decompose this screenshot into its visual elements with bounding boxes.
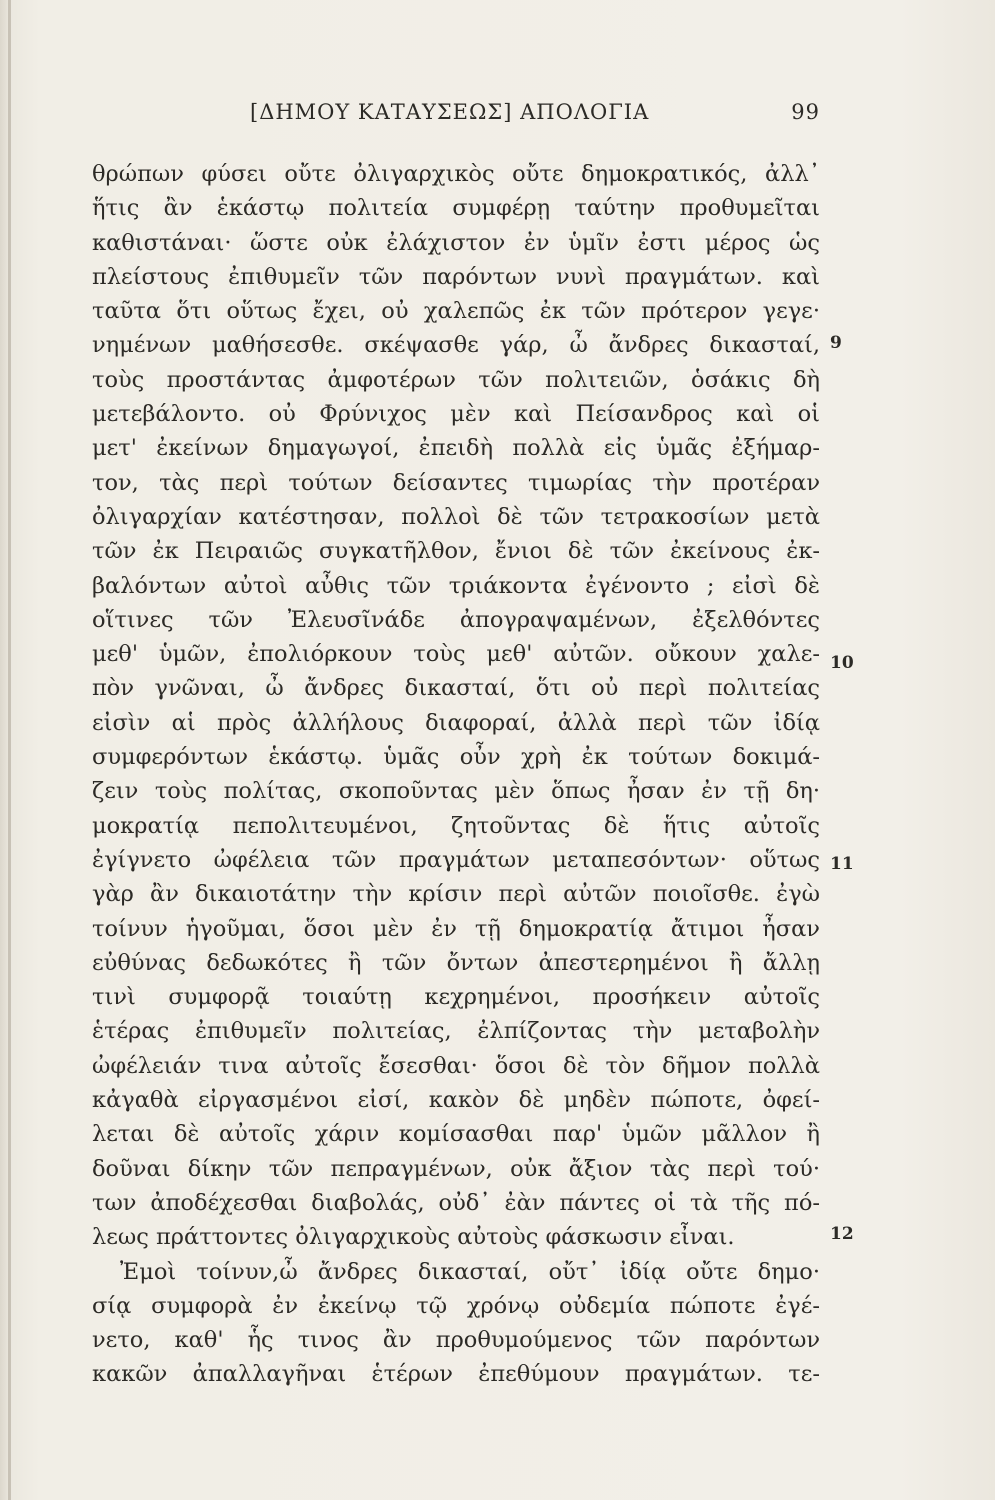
body-text: [92, 157, 820, 1392]
text-line: κακῶν ἀπαλλαγῆναι ἑτέρων ἐπεθύμουν πραγμάτων. τε-: [92, 1361, 820, 1388]
page-edge: [8, 0, 11, 1500]
text-line: των ἀποδέχεσθαι διαβολάς, οὐδ᾿ ἐὰν πάντες οἱ τὰ τῆς πό-: [92, 1189, 820, 1216]
text-line: νημένων μαθήσεσθε. σκέψασθε γάρ, ὦ ἄνδρες δικασταί,: [92, 332, 820, 359]
text-line: βαλόντων αὐτοὶ αὖθις τῶν τριάκοντα ἐγένοντο ; εἰσὶ δὲ: [92, 572, 820, 599]
text-line: ἑτέρας ἐπιθυμεῖν πολιτείας, ἐλπίζοντας τὴν μεταβολὴν: [92, 1018, 820, 1045]
text-line: Ἐμοὶ τοίνυν,ὦ ἄνδρες δικασταί, οὔτ᾿ ἰδίᾳ οὔτε δημο·: [120, 1258, 820, 1285]
text-line: ζειν τοὺς πολίτας, σκοποῦντας μὲν ὅπως ἦσαν ἐν τῇ δη·: [92, 778, 820, 805]
text-line: κἀγαθὰ εἰργασμένοι εἰσί, κακὸν δὲ μηδὲν πώποτε, ὀφεί-: [92, 1087, 820, 1114]
text-line: ταῦτα ὅτι οὕτως ἔχει, οὐ χαλεπῶς ἐκ τῶν πρότερον γεγε·: [92, 298, 820, 325]
text-line: καθιστάναι· ὥστε οὐκ ἐλάχιστον ἐν ὑμῖν ἐστι μέρος ὡς: [92, 229, 820, 256]
text-line: μοκρατίᾳ πεπολιτευμένοι, ζητοῦντας δὲ ἥτις αὐτοῖς: [92, 812, 820, 839]
margin-section-number: 10: [830, 653, 854, 673]
margin-section-number: 9: [830, 333, 842, 353]
text-line: γὰρ ἂν δικαιοτάτην τὴν κρίσιν περὶ αὐτῶν ποιοῖσθε. ἐγὼ: [92, 881, 820, 908]
text-line: τοὺς προστάντας ἀμφοτέρων τῶν πολιτειῶν, ὁσάκις δὴ: [92, 366, 820, 393]
text-line: τοίνυν ἡγοῦμαι, ὅσοι μὲν ἐν τῇ δημοκρατίᾳ ἄτιμοι ἦσαν: [92, 915, 820, 942]
text-line: πὸν γνῶναι, ὦ ἄνδρες δικασταί, ὅτι οὐ περὶ πολιτείας: [92, 675, 820, 702]
text-line: ἥτις ἂν ἑκάστῳ πολιτεία συμφέρῃ ταύτην προθυμεῖται: [92, 195, 820, 222]
text-line: συμφερόντων ἑκάστῳ. ὑμᾶς οὖν χρὴ ἐκ τούτων δοκιμά-: [92, 744, 820, 771]
text-line: πλείστους ἐπιθυμεῖν τῶν παρόντων νυνὶ πραγμάτων. καὶ: [92, 263, 820, 290]
running-header: [250, 100, 820, 130]
text-line: εἰσὶν αἱ πρὸς ἀλλήλους διαφοραί, ἀλλὰ περὶ τῶν ἰδίᾳ: [92, 709, 820, 736]
header-title: [ΔΗΜΟΥ ΚΑΤΑΥΣΕΩΣ] ΑΠΟΛΟΓΙΑ: [250, 100, 650, 124]
text-line: λεται δὲ αὐτοῖς χάριν κομίσασθαι παρ' ὑμῶν μᾶλλον ἢ: [92, 1121, 820, 1148]
text-line: τον, τὰς περὶ τούτων δείσαντες τιμωρίας τὴν προτέραν: [92, 469, 820, 496]
text-line: ὀλιγαρχίαν κατέστησαν, πολλοὶ δὲ τῶν τετρακοσίων μετὰ: [92, 503, 820, 530]
text-line: οἵτινες τῶν Ἐλευσῖνάδε ἀπογραψαμένων, ἐξελθόντες: [92, 606, 820, 633]
text-line: τινὶ συμφορᾷ τοιαύτῃ κεχρημένοι, προσήκειν αὐτοῖς: [92, 984, 820, 1011]
text-line: ἐγίγνετο ὠφέλεια τῶν πραγμάτων μεταπεσόντων· οὕτως: [92, 846, 820, 873]
text-line: μεθ' ὑμῶν, ἐπολιόρκουν τοὺς μεθ' αὐτῶν. οὔκουν χαλε-: [92, 641, 820, 668]
margin-section-number: 12: [830, 1224, 854, 1244]
text-line: μετ' ἐκείνων δημαγωγοί, ἐπειδὴ πολλὰ εἰς ὑμᾶς ἐξήμαρ-: [92, 435, 820, 462]
page-number: 99: [791, 100, 820, 124]
text-line: σίᾳ συμφορὰ ἐν ἐκείνῳ τῷ χρόνῳ οὐδεμία πώποτε ἐγέ-: [92, 1292, 820, 1319]
text-line: λεως πράττοντες ὀλιγαρχικοὺς αὐτοὺς φάσκωσιν εἶναι.: [92, 1224, 735, 1251]
text-line: θρώπων φύσει οὔτε ὀλιγαρχικὸς οὔτε δημοκρατικός, ἀλλ᾿: [92, 161, 820, 187]
text-line: μετεβάλοντο. οὐ Φρύνιχος μὲν καὶ Πείσανδρος καὶ οἱ: [92, 401, 820, 428]
text-line: δοῦναι δίκην τῶν πεπραγμένων, οὐκ ἄξιον τὰς περὶ τού·: [92, 1155, 820, 1182]
text-line: τῶν ἐκ Πειραιῶς συγκατῆλθον, ἔνιοι δὲ τῶν ἐκείνους ἐκ-: [92, 538, 820, 565]
text-line: εὐθύνας δεδωκότες ἢ τῶν ὄντων ἀπεστερημένοι ἢ ἄλλῃ: [92, 949, 820, 976]
margin-section-number: 11: [830, 854, 854, 874]
text-line: νετο, καθ' ἧς τινος ἂν προθυμούμενος τῶν παρόντων: [92, 1327, 820, 1354]
text-line: ὠφέλειάν τινα αὐτοῖς ἔσεσθαι· ὅσοι δὲ τὸν δῆμον πολλὰ: [92, 1052, 820, 1079]
